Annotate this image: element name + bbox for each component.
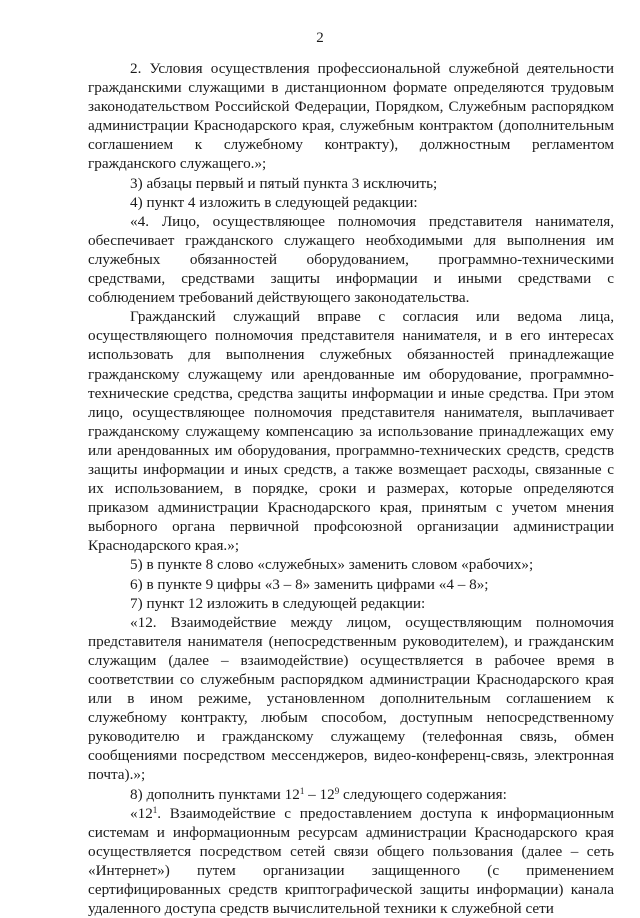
paragraph-clause-12-1: [88, 804, 614, 918]
item-8-pre: 8) дополнить пунктами 12: [130, 785, 300, 803]
item-8-post: следующего содержания:: [339, 785, 507, 803]
paragraph-employee-rights: Гражданский служащий вправе с согласия или ведома лица, осуществляющего полномочия представителя нанимателя, и в его интересах использовать для выполнения служебных обязанностей принадлежащие гражданскому служащему или арендованные им оборудование, программно-технические средства, средства защиты информации и иные средства. При этом лицо, осуществляющее полномочия представителя нанимателя, выплачивает гражданскому служащему компенсацию за использование принадлежащих ему или арендованных им оборудования, программно-технических средств, средств защиты информации и иных средств, а также возмещает расходы, связанные с их использованием, в порядке, сроки и размерах, которые определяются приказом администрации Краснодарского края, принятым с учетом мнения выборного органа первичной профсоюзной организации администрации Краснодарского края.»;: [88, 308, 614, 555]
clause-12-1-sup: 1: [152, 804, 158, 815]
item-8-sup2: 9: [334, 785, 340, 796]
item-3: 3) абзацы первый и пятый пункта 3 исключить;: [130, 174, 438, 192]
paragraph-clause-12: «12. Взаимодействие между лицом, осуществляющим полномочия представителя нанимателя (непосредственным руководителем), и гражданским служащим (далее – взаимодействие) осуществляется в рабочее время в соответствии со служебным распорядком администрации Краснодарского края или в ином режиме, установленном дополнительным соглашением к служебному контракту, любым способом, доступным непосредственному руководителю и гражданскому служащему (телефонная связь, обмен сообщениями посредством мессенджеров, видео-конференц-связь, электронная почта).»;: [88, 613, 614, 784]
item-5: 5) в пункте 8 слово «служебных» заменить словом «рабочих»;: [130, 556, 534, 574]
paragraph-conditions: 2. Условия осуществления профессиональной служебной деятельности гражданскими служащими в дистанционном формате определяются трудовым законодательством Российской Федерации, Порядком, Служебным распорядком администрации Краснодарского края, служебным контрактом (дополнительным соглашением к служебному контракту), должностным регламентом гражданского служащего.»;: [88, 60, 614, 173]
item-7: 7) пункт 12 изложить в следующей редакции:: [130, 594, 426, 612]
item-6: 6) в пункте 9 цифры «3 – 8» заменить цифрами «4 – 8»;: [130, 575, 489, 593]
item-8-mid: – 12: [304, 785, 335, 803]
clause-12-1-text: . Взаимодействие с предоставлением доступа к информационным системам и информационным ресурсам администрации Краснодарского края осуществляется посредством сетей связи общего пользования (далее – сеть «Интернет») путем организации защищенного (с применением сертифицированных средств криптографической защиты информации) канала удаленного доступа средств вычислительной техники к служебной сети: [88, 804, 614, 918]
clause-12-1-pre: «12: [130, 804, 153, 822]
paragraph-clause-4: «4. Лицо, осуществляющее полномочия представителя нанимателя, обеспечивает гражданского служащего необходимыми для выполнения им служебных обязанностей оборудованием, программно-техническими средствами, средствами защиты информации и иными средствами с соблюдением требований действующего законодательства.: [88, 212, 614, 307]
document-body: [88, 59, 614, 918]
page-number: 2: [316, 30, 324, 46]
item-4: 4) пункт 4 изложить в следующей редакции:: [130, 193, 418, 211]
item-8-sup1: 1: [299, 785, 305, 796]
item-8: [88, 785, 614, 804]
